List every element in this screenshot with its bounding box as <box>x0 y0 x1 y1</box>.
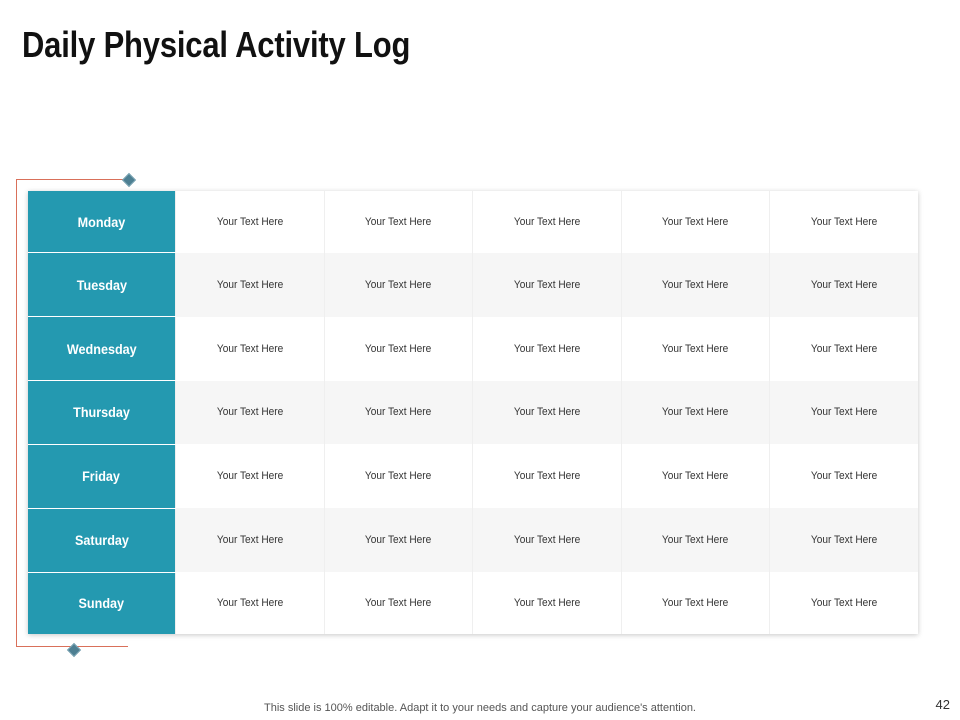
cell-text: Your Text Here <box>810 406 878 419</box>
cell-text: Your Text Here <box>216 215 283 228</box>
day-cell <box>28 253 176 317</box>
cell-text: Your Text Here <box>513 215 580 228</box>
table-cell <box>324 191 473 253</box>
cell-text: Your Text Here <box>216 534 283 547</box>
table-cell <box>324 572 473 634</box>
table-cell <box>621 317 770 381</box>
table-cell <box>770 253 919 317</box>
table-cell <box>176 444 325 508</box>
footer-note: This slide is 100% editable. Adapt it to your needs and capture your audience's attention. <box>264 702 696 714</box>
cell-text: Your Text Here <box>662 470 729 483</box>
day-cell <box>28 444 176 508</box>
day-cell <box>28 508 176 572</box>
cell-text: Your Text Here <box>662 215 729 228</box>
table-cell <box>324 317 473 381</box>
cell-text: Your Text Here <box>810 342 878 355</box>
table-cell <box>473 572 622 634</box>
table-cell <box>176 508 325 572</box>
cell-text: Your Text Here <box>365 406 432 419</box>
table-row-friday <box>28 444 918 508</box>
table-row-monday <box>28 191 918 253</box>
cell-text: Your Text Here <box>365 342 432 355</box>
day-label: Tuesday <box>76 276 127 293</box>
cell-text: Your Text Here <box>216 470 283 483</box>
cell-text: Your Text Here <box>365 597 432 609</box>
table-cell <box>473 381 622 445</box>
table-cell <box>770 317 919 381</box>
day-label: Thursday <box>73 404 130 421</box>
page-title: Daily Physical Activity Log <box>22 24 411 65</box>
table-cell <box>621 191 770 253</box>
cell-text: Your Text Here <box>810 470 878 483</box>
cell-text: Your Text Here <box>513 278 580 291</box>
table-cell <box>176 381 325 445</box>
day-cell <box>28 381 176 445</box>
table-row-saturday <box>28 508 918 572</box>
table-cell <box>770 381 919 445</box>
cell-text: Your Text Here <box>513 342 580 355</box>
table-cell <box>176 191 325 253</box>
cell-text: Your Text Here <box>810 278 878 291</box>
cell-text: Your Text Here <box>662 534 729 547</box>
table-cell <box>176 572 325 634</box>
activity-log-table <box>28 191 918 634</box>
day-cell <box>28 572 176 634</box>
day-label: Sunday <box>78 595 125 612</box>
cell-text: Your Text Here <box>365 534 432 547</box>
day-label: Friday <box>82 468 121 485</box>
table-cell <box>324 508 473 572</box>
table-cell <box>176 317 325 381</box>
table-cell <box>324 381 473 445</box>
table-cell <box>770 508 919 572</box>
table-row-thursday <box>28 381 918 445</box>
table-cell <box>473 444 622 508</box>
table-cell <box>621 444 770 508</box>
cell-text: Your Text Here <box>662 597 729 609</box>
day-label: Monday <box>77 213 126 230</box>
cell-text: Your Text Here <box>810 534 878 547</box>
cell-text: Your Text Here <box>216 597 283 609</box>
day-label: Wednesday <box>66 340 137 357</box>
table-cell <box>621 381 770 445</box>
table-cell <box>473 191 622 253</box>
table-cell <box>324 444 473 508</box>
cell-text: Your Text Here <box>662 342 729 355</box>
activity-table <box>28 191 918 634</box>
table-row-sunday <box>28 572 918 634</box>
activity-table-body <box>28 191 918 634</box>
page-number: 42 <box>935 697 950 712</box>
cell-text: Your Text Here <box>365 278 432 291</box>
cell-text: Your Text Here <box>513 597 580 609</box>
cell-text: Your Text Here <box>810 597 878 609</box>
cell-text: Your Text Here <box>216 278 283 291</box>
day-label: Saturday <box>74 532 129 549</box>
cell-text: Your Text Here <box>365 215 432 228</box>
cell-text: Your Text Here <box>662 406 729 419</box>
table-cell <box>473 317 622 381</box>
table-cell <box>473 253 622 317</box>
cell-text: Your Text Here <box>216 342 283 355</box>
table-row-tuesday <box>28 253 918 317</box>
table-row-wednesday <box>28 317 918 381</box>
cell-text: Your Text Here <box>513 406 580 419</box>
table-cell <box>770 572 919 634</box>
cell-text: Your Text Here <box>662 278 729 291</box>
cell-text: Your Text Here <box>513 470 580 483</box>
table-cell <box>176 253 325 317</box>
table-cell <box>473 508 622 572</box>
cell-text: Your Text Here <box>365 470 432 483</box>
day-cell <box>28 191 176 253</box>
day-cell <box>28 317 176 381</box>
table-cell <box>621 253 770 317</box>
table-cell <box>621 572 770 634</box>
cell-text: Your Text Here <box>513 534 580 547</box>
table-cell <box>621 508 770 572</box>
cell-text: Your Text Here <box>216 406 283 419</box>
table-cell <box>770 444 919 508</box>
table-cell <box>324 253 473 317</box>
table-cell <box>770 191 919 253</box>
cell-text: Your Text Here <box>810 215 878 228</box>
